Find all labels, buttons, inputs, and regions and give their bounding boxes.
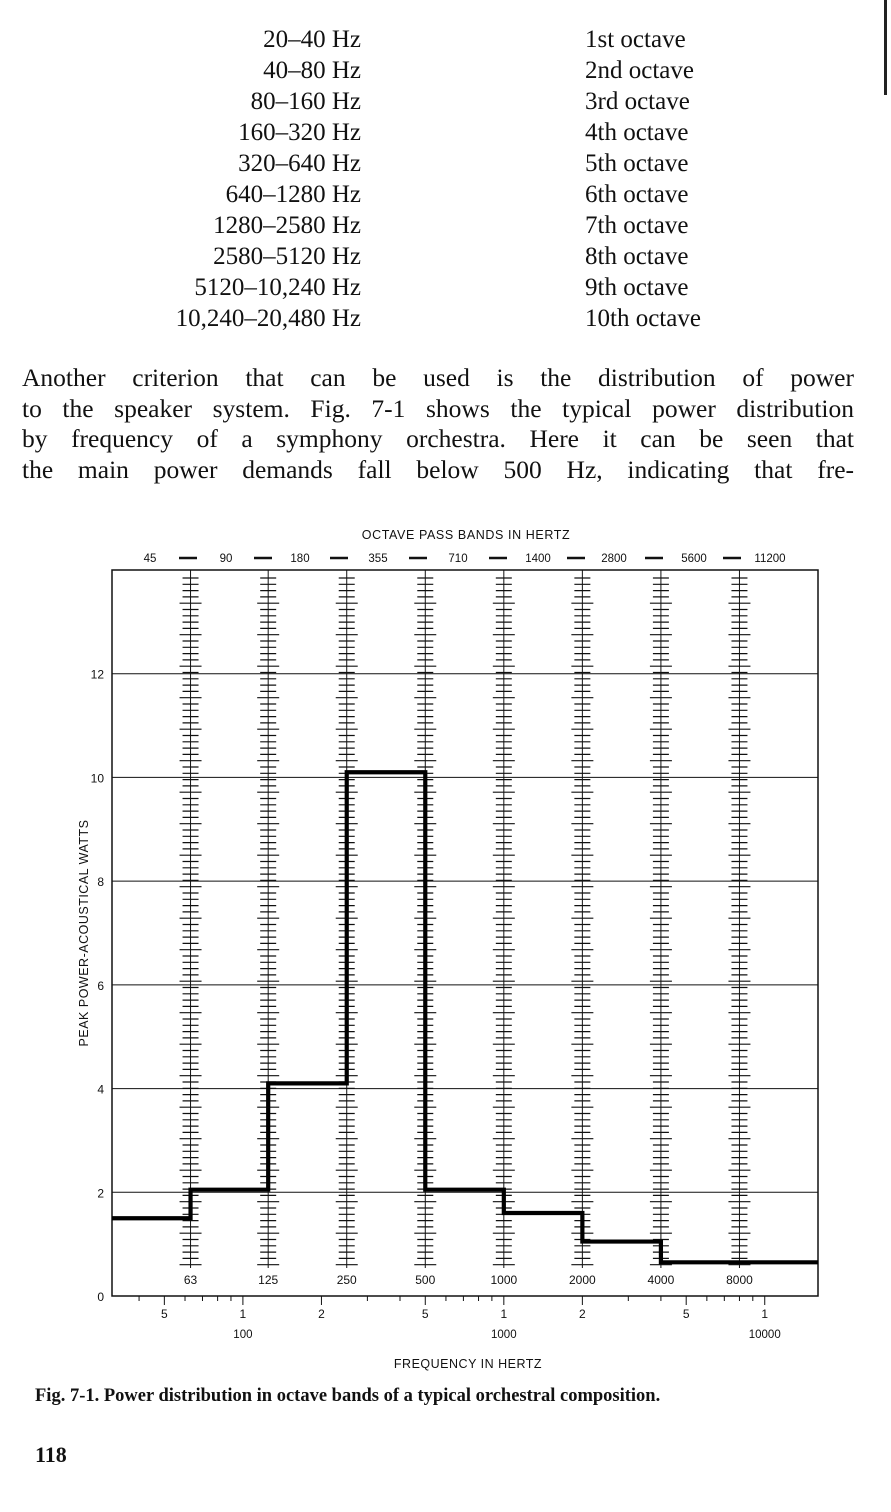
band-edge-label: 1400	[525, 553, 551, 565]
page-number: 118	[35, 1442, 67, 1467]
power-step-line	[112, 772, 818, 1262]
y-tick-label: 10	[90, 771, 104, 786]
y-tick-label: 8	[97, 875, 104, 890]
paragraph-line: by frequency of a symphony orchestra. Here it can be seen that	[22, 424, 854, 453]
x-axis-multiplier-label: 5	[421, 1307, 429, 1321]
paragraph-line: Another criterion that can be used is the distribution of power	[22, 363, 854, 392]
x-axis-decade-label: 1000	[491, 1329, 517, 1341]
band-edge-label: 180	[290, 553, 310, 565]
octave-frequency-range: 40–80 Hz	[263, 57, 361, 84]
center-frequency-label: 63	[183, 1273, 198, 1287]
octave-frequency-range: 80–160 Hz	[250, 88, 361, 115]
octave-label: 7th octave	[585, 212, 689, 239]
paragraph-line: to the speaker system. Fig. 7-1 shows the typical power distribution	[22, 393, 854, 423]
center-frequency-label: 1000	[490, 1273, 518, 1287]
octave-label: 8th octave	[585, 243, 689, 270]
octave-frequency-range: 20–40 Hz	[263, 26, 361, 53]
octave-label: 1st octave	[585, 26, 686, 53]
center-frequency-label: 8000	[726, 1273, 753, 1287]
x-axis-multiplier-label: 5	[161, 1307, 168, 1321]
y-tick-label: 6	[97, 978, 104, 993]
octave-frequency-range: 320–640 Hz	[238, 150, 361, 177]
y-tick-label: 4	[97, 1082, 104, 1097]
x-axis-multiplier-label: 1	[761, 1307, 769, 1321]
y-tick-label: 0	[97, 1290, 104, 1304]
octave-label: 3rd octave	[585, 88, 690, 115]
octave-frequency-range: 10,240–20,480 Hz	[175, 305, 361, 332]
octave-label: 5th octave	[585, 150, 689, 177]
octave-frequency-range: 1280–2580 Hz	[213, 212, 361, 239]
plot-frame	[112, 570, 818, 1296]
octave-label: 6th octave	[585, 181, 689, 208]
octave-label: 2nd octave	[585, 57, 694, 84]
octave-label: 10th octave	[585, 305, 701, 332]
x-axis-title: FREQUENCY IN HERTZ	[393, 1357, 543, 1371]
band-edge-label: 11200	[754, 553, 786, 565]
octave-frequency-range: 5120–10,240 Hz	[194, 274, 361, 301]
x-axis-decade-label: 10000	[748, 1329, 781, 1341]
band-edge-label: 45	[143, 553, 157, 565]
center-frequency-label: 500	[415, 1273, 436, 1287]
paragraph-line: the main power demands fall below 500 Hz, indicating that fre-	[22, 454, 854, 484]
band-edge-label: 5600	[681, 553, 707, 565]
band-edge-label: 710	[448, 553, 468, 565]
band-edge-label: 2800	[601, 553, 627, 565]
center-frequency-label: 4000	[647, 1273, 675, 1287]
x-axis-decade-label: 100	[233, 1329, 253, 1341]
x-axis-multiplier-label: 2	[318, 1307, 325, 1321]
figure-caption: Fig. 7-1. Power distribution in octave bands of a typical orchestral composition.	[35, 1386, 661, 1406]
band-edge-label: 90	[219, 553, 233, 565]
center-frequency-label: 2000	[569, 1273, 596, 1287]
octave-frequency-range: 2580–5120 Hz	[213, 243, 361, 270]
y-tick-label: 12	[90, 667, 104, 682]
y-axis-title: PEAK POWER-ACOUSTICAL WATTS	[77, 819, 91, 1047]
band-edge-label: 355	[368, 553, 388, 565]
x-axis-multiplier-label: 2	[579, 1307, 586, 1321]
x-axis-multiplier-label: 1	[239, 1307, 247, 1321]
y-tick-label: 2	[97, 1186, 104, 1201]
center-frequency-label: 250	[336, 1273, 357, 1287]
top-axis-title: OCTAVE PASS BANDS IN HERTZ	[361, 528, 571, 542]
x-axis-multiplier-label: 5	[682, 1307, 690, 1321]
octave-frequency-range: 160–320 Hz	[238, 119, 361, 146]
octave-label: 9th octave	[585, 274, 689, 301]
octave-label: 4th octave	[585, 119, 689, 146]
octave-frequency-range: 640–1280 Hz	[225, 181, 361, 208]
center-frequency-label: 125	[258, 1273, 279, 1287]
page-edge-mark	[884, 0, 887, 95]
x-axis-multiplier-label: 1	[500, 1307, 508, 1321]
